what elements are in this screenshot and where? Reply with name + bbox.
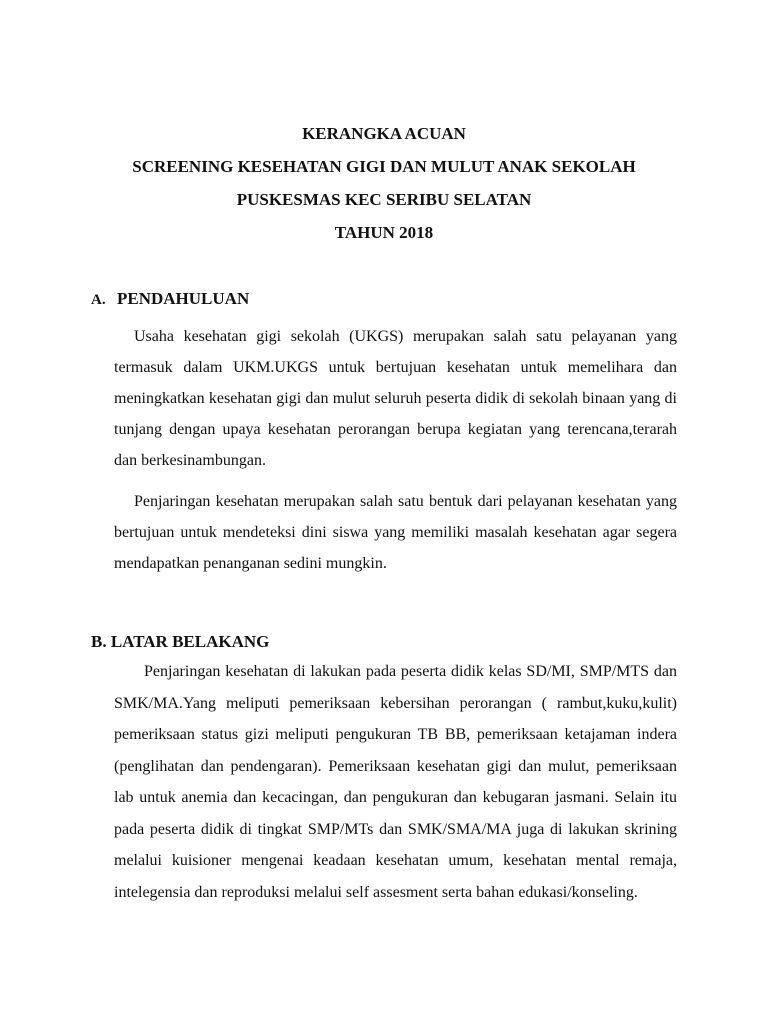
section-a-letter: A. bbox=[91, 292, 106, 308]
section-a-title: PENDAHULUAN bbox=[117, 289, 250, 308]
section-a-heading bbox=[91, 288, 249, 311]
section-b-heading: B. LATAR BELAKANG bbox=[91, 632, 270, 651]
section-a-paragraph-2: Penjaringan kesehatan merupakan salah satu bentuk dari pelayanan kesehatan yang bertujuan untuk mendeteksi dini siswa yang memiliki masalah kesehatan agar segera mendapatkan penanganan sedini mungkin. bbox=[114, 493, 677, 572]
section-a-paragraph-1: Usaha kesehatan gigi sekolah (UKGS) merupakan salah satu pelayanan yang termasuk dalam UKM.UKGS untuk bertujuan kesehatan untuk memelihara dan meningkatkan kesehatan gigi dan mulut seluruh peserta didik di sekolah binaan yang di tunjang dengan upaya kesehatan perorangan berupa kegiatan yang terencana,terarah dan berkesinambungan. bbox=[114, 328, 677, 469]
section-b-paragraph-1: Penjaringan kesehatan di lakukan pada peserta didik kelas SD/MI, SMP/MTS dan SMK/MA.Yang meliputi pemeriksaan kebersihan perorangan ( rambut,kuku,kulit) pemeriksaan status gizi meliputi pengukuran TB BB, pemeriksaan ketajaman indera (penglihatan dan pendengaran). Pemeriksaan kesehatan gigi dan mulut, pemeriksaan lab untuk anemia dan kecacingan, dan pengukuran dan kebugaran jasmani. Selain itu pada peserta didik di tingkat SMP/MTs dan SMK/SMA/MA juga di lakukan skrining melalui kuisioner mengenai keadaan kesehatan umum, kesehatan mental remaja, intelegensia dan reproduksi melalui self assesment serta bahan edukasi/konseling. bbox=[114, 663, 677, 901]
title-line-1: KERANGKA ACUAN bbox=[302, 124, 466, 143]
title-line-4: TAHUN 2018 bbox=[334, 223, 434, 242]
title-line-2: SCREENING KESEHATAN GIGI DAN MULUT ANAK SEKOLAH bbox=[132, 157, 636, 176]
document-title bbox=[0, 122, 768, 254]
title-line-3: PUSKESMAS KEC SERIBU SELATAN bbox=[236, 190, 532, 209]
